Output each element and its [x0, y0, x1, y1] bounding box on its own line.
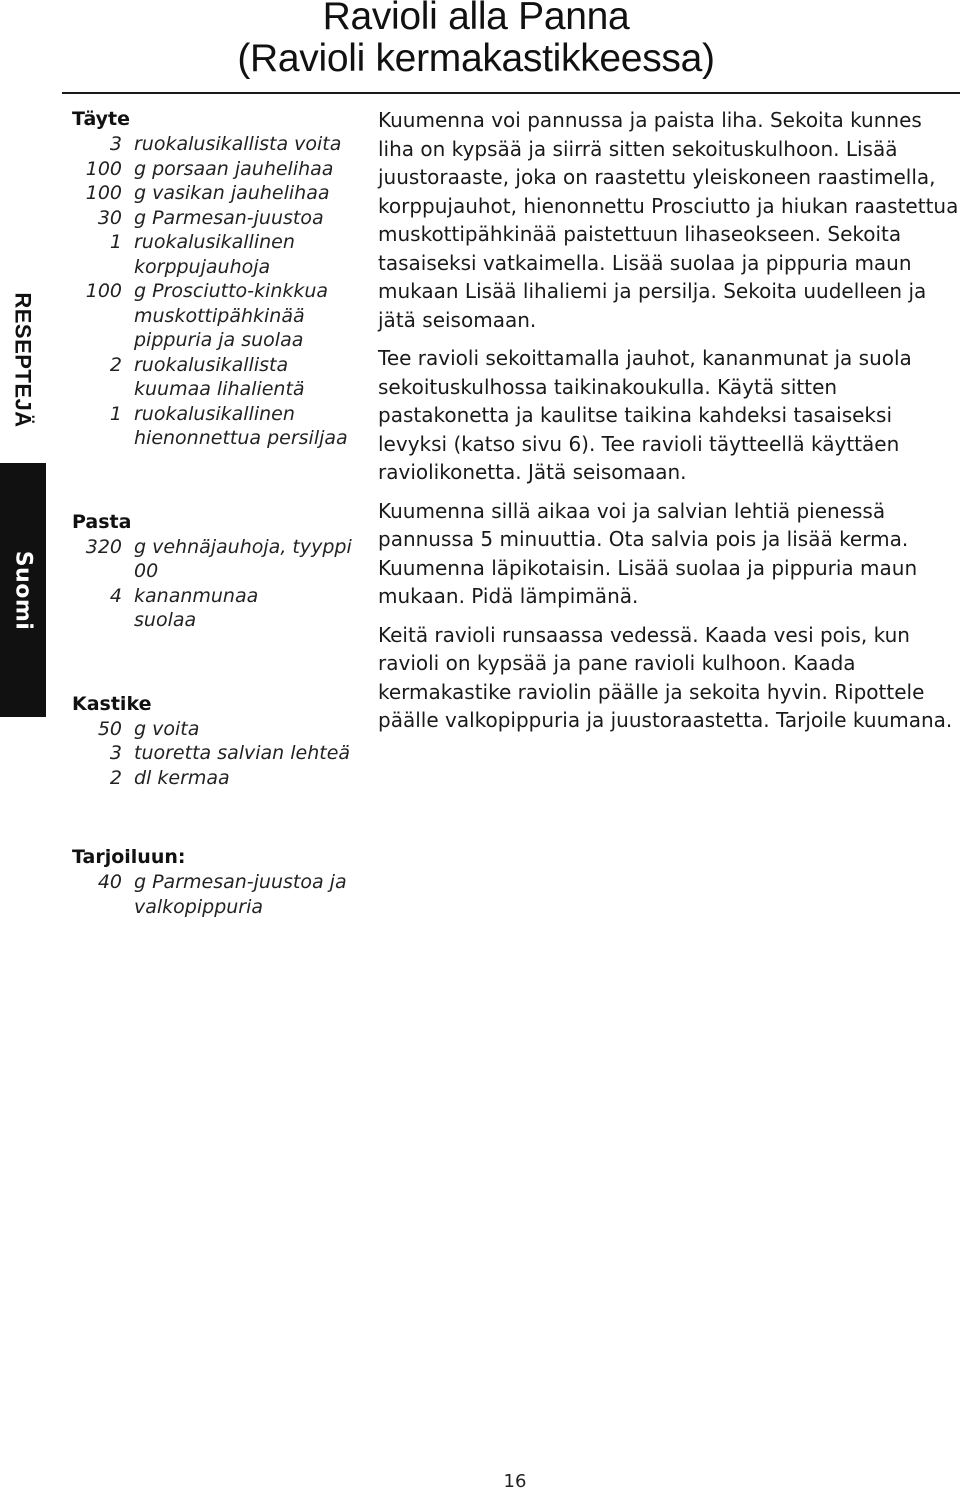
instructions-column: [378, 106, 960, 745]
ingredient-text: ruokalusikallista voita: [134, 133, 342, 155]
ingredient-item: [72, 279, 362, 304]
language-tab-label: Suomi: [10, 550, 36, 630]
ingredient-amount: 40: [97, 871, 122, 893]
ingredient-group-tayte: [72, 106, 362, 451]
ingredient-item: [72, 741, 362, 766]
ingredient-group-heading: Täyte: [72, 108, 131, 130]
ingredient-amount: 3: [109, 133, 122, 155]
ingredient-item: [72, 608, 362, 633]
ingredient-text: g Parmesan-juustoa ja valkopippuria: [134, 871, 347, 918]
ingredient-amount: 3: [109, 742, 122, 764]
ingredient-list: [72, 535, 362, 633]
ingredient-amount: 30: [97, 206, 122, 229]
page-title: [176, 0, 776, 80]
section-side-label-text: RESEPTEJÄ: [11, 292, 37, 428]
ingredient-text: g vasikan jauhelihaa: [134, 182, 330, 204]
ingredient-item: [72, 402, 362, 451]
ingredient-text: pippuria ja suolaa: [134, 329, 304, 351]
ingredient-item: [72, 206, 362, 231]
ingredient-text: g vehnäjauhoja, tyyppi 00: [134, 535, 352, 582]
ingredient-text: g voita: [134, 717, 200, 740]
ingredient-text: ruokalusikallista kuumaa lihalientä: [134, 353, 305, 400]
ingredient-amount: [72, 608, 134, 633]
ingredient-amount: 100: [85, 280, 122, 302]
ingredient-group-heading: Kastike: [72, 692, 152, 715]
ingredient-group-kastike: [72, 691, 362, 791]
ingredient-list: [72, 717, 362, 791]
ingredient-text: dl kermaa: [134, 766, 230, 789]
ingredient-item: [72, 132, 362, 157]
page-number: 16: [503, 1471, 527, 1492]
title-line-2: (Ravioli kermakastikkeessa): [237, 37, 715, 80]
ingredient-item: [72, 181, 362, 206]
ingredient-group-heading: Pasta: [72, 510, 132, 533]
ingredient-text: ruokalusikallinen hienonnettua persiljaa: [134, 402, 348, 449]
ingredient-item: [72, 304, 362, 329]
ingredient-amount: 4: [109, 584, 122, 607]
ingredient-amount: [72, 328, 134, 353]
ingredient-amount: 100: [85, 182, 122, 204]
ingredient-list: [72, 870, 362, 919]
section-side-label: [0, 262, 46, 458]
ingredient-amount: 100: [85, 157, 122, 180]
title-line-1: Ravioli alla Panna: [322, 0, 630, 38]
title-divider: [62, 92, 960, 94]
instruction-paragraph: Kuumenna sillä aikaa voi ja salvian lehtiä pienessä pannussa 5 minuuttia. Ota salvia pois ja lisää kerma. Kuumenna läpikotaisin. Lisää suolaa ja pippuria maun mukaan. Pidä lämpimänä.: [378, 498, 918, 608]
ingredient-item: [72, 717, 362, 742]
instruction-paragraph: Kuumenna voi pannussa ja paista liha. Sekoita kunnes liha on kypsää ja siirrä sitten sekoituskulhoon. Lisää juustoraaste, joka on raastettu yleiskoneen raastimella, korppujauhot, hienonnettu Prosciutto ja hiukan raastettua muskottipähkinää paistettuun lihaseokseen. Sekoita tasaiseksi vatkaimella. Lisää suolaa ja pippuria maun mukaan Lisää lihaliemi ja persilja. Sekoita uudelleen ja jätä seisomaan.: [378, 108, 959, 332]
ingredients-column: [72, 106, 362, 919]
ingredient-item: [72, 870, 362, 919]
ingredient-item: [72, 535, 362, 584]
ingredient-item: [72, 584, 362, 609]
ingredient-amount: 1: [109, 231, 122, 253]
language-tab: [0, 463, 46, 717]
ingredient-text: ruokalusikallinen korppujauhoja: [134, 231, 295, 278]
ingredient-item: [72, 230, 362, 279]
ingredient-group-heading: Tarjoiluun:: [72, 846, 186, 868]
ingredient-group-tarjoiluun: [72, 844, 362, 919]
ingredient-amount: 1: [109, 402, 122, 425]
ingredient-item: [72, 328, 362, 353]
ingredient-amount: [72, 304, 134, 329]
ingredient-text: g Prosciutto-kinkkua: [134, 280, 329, 302]
ingredient-text: muskottipähkinää: [134, 304, 305, 327]
ingredient-text: g porsaan jauhelihaa: [134, 157, 334, 180]
ingredient-text: tuoretta salvian lehteä: [134, 742, 351, 764]
ingredient-list: [72, 132, 362, 451]
ingredient-amount: 2: [109, 353, 122, 376]
instruction-paragraph: Tee ravioli sekoittamalla jauhot, kananmunat ja suola sekoituskulhossa taikinakoukulla. Käytä sitten pastakonetta ja kaulitse taikina kahdeksi tasaiseksi levyksi (katso sivu 6). Tee ravioli täytteellä käyttäen raviolikonetta. Jätä seisomaan.: [378, 346, 912, 484]
ingredient-item: [72, 353, 362, 402]
ingredient-group-pasta: [72, 509, 362, 633]
ingredient-amount: 320: [85, 535, 122, 558]
ingredient-amount: 2: [109, 766, 122, 789]
ingredient-item: [72, 157, 362, 182]
ingredient-amount: 50: [97, 717, 122, 740]
ingredient-text: kananmunaa: [134, 584, 259, 607]
instruction-paragraph: Keitä ravioli runsaassa vedessä. Kaada vesi pois, kun ravioli on kypsää ja pane ravioli kulhoon. Kaada kermakastike raviolin päälle ja sekoita hyvin. Ripottele päälle valkopippuria ja juustoraastetta. Tarjoile kuumana.: [378, 622, 953, 732]
ingredient-item: [72, 766, 362, 791]
ingredient-text: g Parmesan-juustoa: [134, 206, 324, 229]
ingredient-text: suolaa: [134, 609, 197, 631]
